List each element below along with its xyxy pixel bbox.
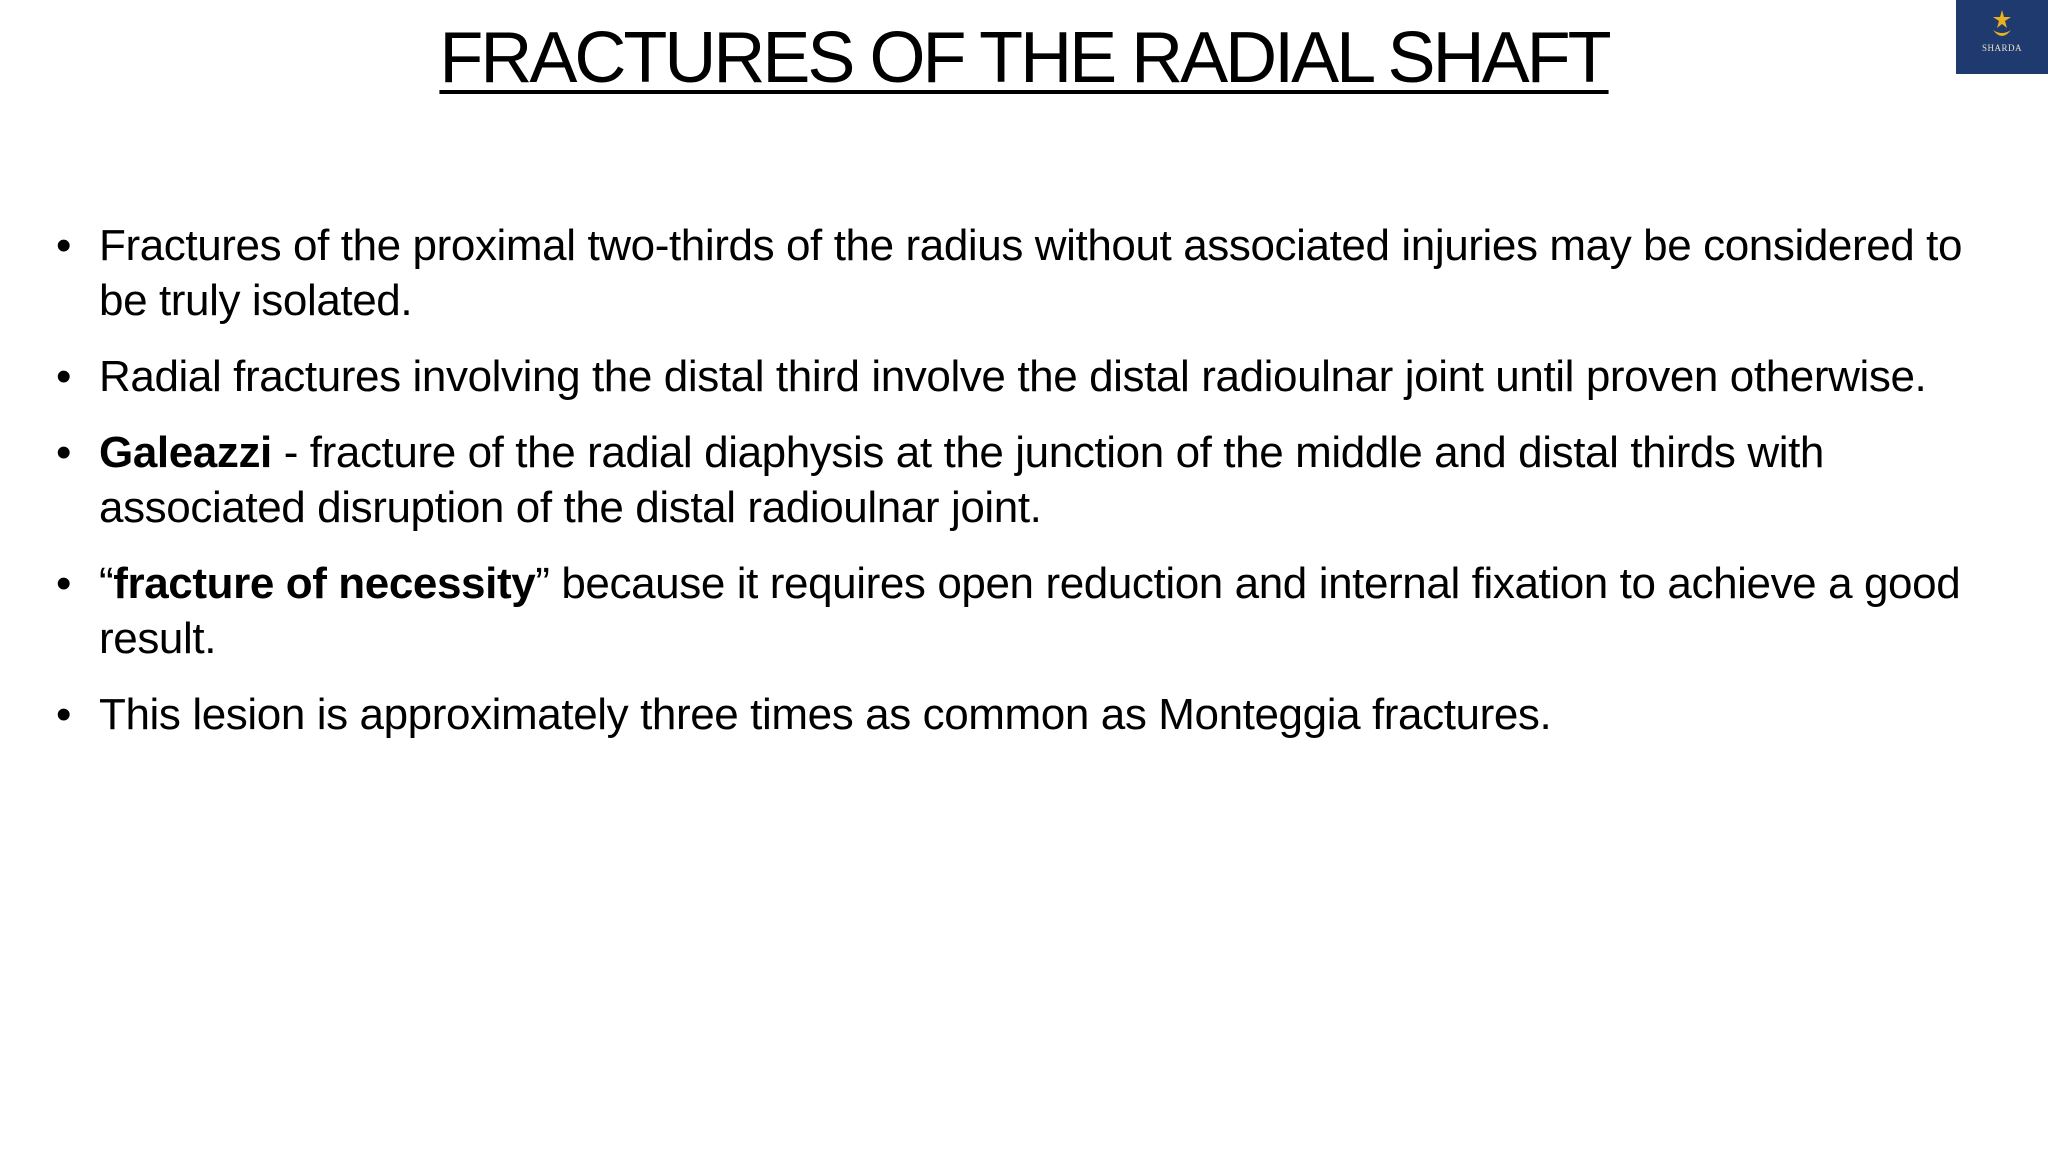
open-quote: “ (99, 559, 114, 608)
bullet-item (56, 556, 1996, 666)
bullet-item (56, 349, 1996, 404)
slide-title: FRACTURES OF THE RADIAL SHAFT (439, 18, 1609, 98)
bullet-text: This lesion is approximately three times as common as Monteggia fractures. (99, 690, 1552, 739)
bullet-list (56, 218, 1996, 763)
university-logo (1956, 0, 2048, 74)
bullet-text: Radial fractures involving the distal third involve the distal radioulnar joint until proven otherwise. (99, 352, 1927, 401)
bullet-text: Fractures of the proximal two-thirds of the radius without associated injuries may be considered to be truly isolated. (99, 221, 1963, 325)
bullet-text: ” because it requires open reduction and internal fixation to achieve a good result. (99, 559, 1961, 663)
bullet-item (56, 687, 1996, 742)
bullet-item (56, 218, 1996, 328)
bullet-bold-term: fracture of necessity (113, 559, 536, 608)
bullet-text: - fracture of the radial diaphysis at the junction of the middle and distal thirds with associated disruption of the distal radioulnar joint. (99, 428, 1824, 532)
bullet-item (56, 425, 1996, 535)
logo-emblem-icon (1987, 8, 2017, 42)
logo-text: SHARDA (1981, 43, 2022, 53)
bullet-bold-term: Galeazzi (99, 428, 272, 477)
